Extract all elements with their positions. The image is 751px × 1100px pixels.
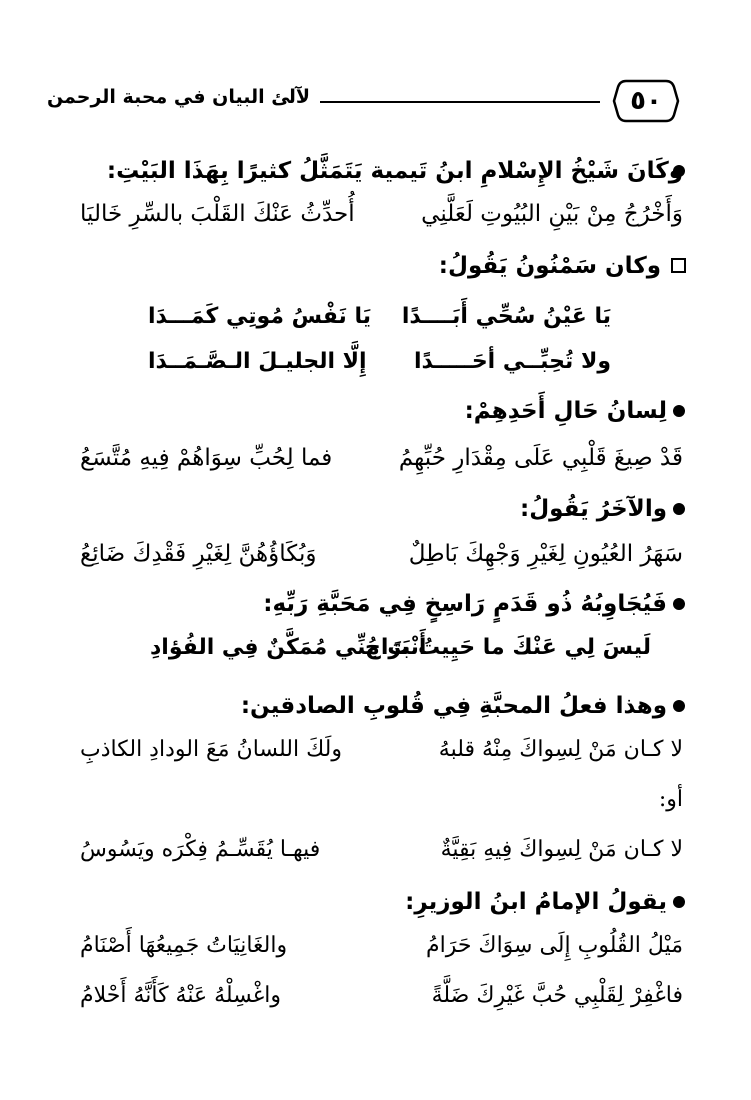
verse-second-hemistich: فما لِحُبِّ سِوَاهُمْ فِيهِ مُتَّسَعُ xyxy=(80,445,333,471)
square-bullet-icon xyxy=(671,258,686,273)
verse-second-hemistich: أَنْتَ مِنِّي مُمَكَّنٌ فِي الفُؤادِ xyxy=(150,635,427,660)
verse-second-hemistich: والغَانِيَاتُ جَمِيعُهَا أَصْنَامُ xyxy=(80,933,288,958)
verse-second-hemistich: يَا نَفْسُ مُوتِي كَمَـــدَا xyxy=(148,304,371,329)
header-divider xyxy=(320,101,600,103)
section-heading: فَيُجَاوِبُهُ ذُو قَدَمٍ رَاسِخٍ فِي مَحَبَّةِ رَبِّهِ: xyxy=(263,591,667,617)
section-heading: يقولُ الإمامُ ابنُ الوزيرِ: xyxy=(405,889,667,915)
verse-first-hemistich: يَا عَيْنُ سُحِّي أَبَــــدًا xyxy=(401,304,611,329)
verse-first-hemistich: ولا تُحِبِّــي أحَـــــدًا xyxy=(413,349,611,374)
verse-second-hemistich: إِلَّا الجليـلَ الـصَّـمَــدَا xyxy=(148,349,367,374)
verse-second-hemistich: ولَكَ اللسانُ مَعَ الودادِ الكاذبِ xyxy=(80,737,342,762)
book-title: لآلئ البيان في محبة الرحمن xyxy=(46,86,310,108)
verse-second-hemistich: واغْسِلْهُ عَنْهُ كَأَنَّهُ أَحْلامُ xyxy=(80,983,282,1008)
section-heading: وكان سَمْنُونُ يَقُولُ: xyxy=(438,253,661,279)
verse-second-hemistich: فيهـا يُقَسِّـمُ فِكْرَه ويَسُوسُ xyxy=(80,837,321,862)
section-heading: والآخَرُ يَقُولُ: xyxy=(520,496,667,522)
verse-first-hemistich: قَدْ صِيغَ قَلْبِي عَلَى مِقْدَارِ حُبِّهِمُ xyxy=(398,445,683,471)
section-heading: وكَانَ شَيْخُ الإِسْلامِ ابنُ تَيمية يَتَمَثَّلُ كثيرًا بِهَذَا البَيْتِ: xyxy=(106,158,683,184)
verse-first-hemistich: لا كـان مَنْ لِسِواكَ مِنْهُ قلبهُ xyxy=(438,737,683,762)
section-heading: لِسانُ حَالِ أَحَدِهِمْ: xyxy=(464,398,667,424)
bullet-icon xyxy=(673,700,685,712)
connector-text: أو: xyxy=(658,787,683,812)
verse-second-hemistich: وَبُكَاؤُهُنَّ لِغَيْرِ فَقْدِكَ ضَائِعُ xyxy=(80,541,317,567)
verse-second-hemistich: أُحدِّثُ عَنْكَ القَلْبَ بالسِّرِ خَاليَا xyxy=(80,201,355,227)
verse-first-hemistich: فاغْفِرْ لِقَلْبِي حُبَّ غَيْرِكَ ضَلَّةً xyxy=(431,983,683,1008)
verse-first-hemistich: لا كـان مَنْ لِسِواكَ فِيهِ بَقِيَّةٌ xyxy=(440,837,683,862)
page-number: ٥٠ xyxy=(630,86,662,116)
bullet-icon xyxy=(673,598,685,610)
bullet-icon xyxy=(673,896,685,908)
page-number-badge xyxy=(612,78,680,124)
bullet-icon xyxy=(673,503,685,515)
bullet-icon xyxy=(673,405,685,417)
verse-first-hemistich: مَيْلُ القُلُوبِ إِلَى سِوَاكَ حَرَامُ xyxy=(425,933,683,958)
verse-first-hemistich: وَأَخْرُجُ مِنْ بَيْنِ البُيُوتِ لَعَلَّنِي xyxy=(421,201,683,227)
section-heading: وهذا فعلُ المحبَّةِ فِي قُلوبِ الصادقين: xyxy=(240,693,667,719)
verse-first-hemistich: لَيسَ لِي عَنْكَ ما حَيِيتُ بَرَاحُ xyxy=(365,635,651,660)
verse-first-hemistich: سَهَرُ العُيُونِ لِغَيْرِ وَجْهِكَ بَاطِلٌ xyxy=(408,541,683,567)
